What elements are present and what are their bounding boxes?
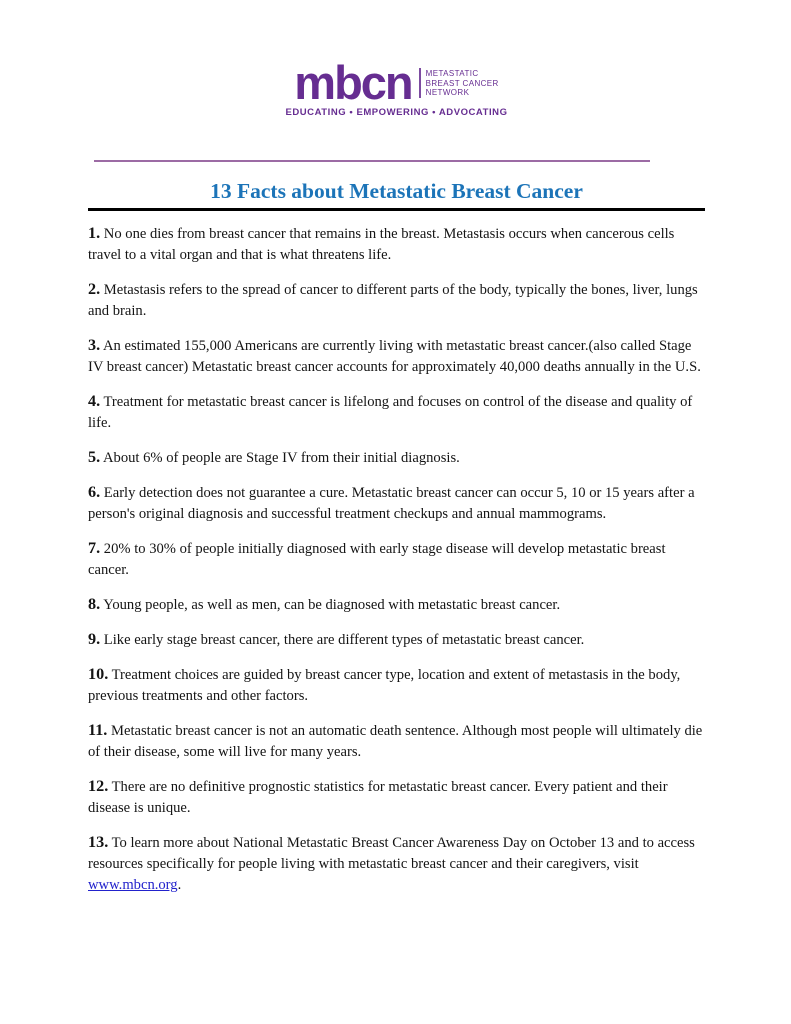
fact-text: Like early stage breast cancer, there are different types of metastatic breast cancer. (103, 632, 585, 648)
fact-item-12 (88, 776, 705, 819)
purple-divider-rule (94, 160, 650, 162)
logo-network-name (426, 69, 499, 98)
fact-text: About 6% of people are Stage IV from their initial diagnosis. (102, 450, 460, 466)
fact-text: An estimated 155,000 Americans are currently living with metastatic breast cancer.(also called Stage IV breast cancer) Metastatic breast cancer accounts for approximately 40,000 deaths annually in the U.S. (88, 338, 701, 375)
fact-item-4 (88, 391, 705, 434)
fact-number: 11. (88, 721, 108, 739)
fact-number: 5. (88, 448, 101, 466)
fact-text: Metastatic breast cancer is not an automatic death sentence. Although most people will ultimately die of their disease, some will live for many years. (88, 723, 703, 760)
fact-number: 8. (88, 595, 101, 613)
fact-number: 7. (88, 539, 101, 557)
fact-item-3 (88, 335, 705, 378)
mbcn-wordmark: mbcn (294, 56, 412, 109)
fact-text: Early detection does not guarantee a cure. Metastatic breast cancer can occur 5, 10 or 15 years after a person's original diagnosis and successful treatment checkups and annual mammograms. (88, 485, 695, 522)
fact-number: 3. (88, 336, 101, 354)
fact-item-5 (88, 447, 705, 469)
fact-number: 10. (88, 665, 109, 683)
fact-item-13 (88, 832, 705, 896)
page-title: 13 Facts about Metastatic Breast Cancer (210, 179, 583, 203)
fact-number: 1. (88, 224, 101, 242)
fact-text: 20% to 30% of people initially diagnosed with early stage disease will develop metastatic breast cancer. (88, 541, 666, 578)
fact-item-11 (88, 720, 705, 763)
logo-network-line: METASTATIC (425, 69, 479, 79)
fact-number: 6. (88, 483, 101, 501)
fact-text: Treatment choices are guided by breast cancer type, location and extent of metastasis in the body, previous treatments and other factors. (88, 667, 681, 704)
fact-text: No one dies from breast cancer that remains in the breast. Metastasis occurs when cancerous cells travel to a vital organ and that is what threatens life. (88, 226, 675, 263)
logo-network-line: BREAST CANCER (425, 78, 499, 88)
fact-number: 4. (88, 392, 101, 410)
facts-list (88, 223, 705, 896)
logo-network-line: NETWORK (425, 88, 470, 98)
fact-item-6 (88, 482, 705, 525)
logo-row (294, 56, 499, 109)
fact-number: 13. (88, 833, 109, 851)
logo-divider-bar (419, 68, 421, 98)
mbcn-logo (88, 56, 705, 118)
fact-item-2 (88, 279, 705, 322)
title-underline-rule (88, 208, 705, 211)
fact-number: 2. (88, 280, 101, 298)
fact-number: 12. (88, 777, 109, 795)
fact-text: Metastasis refers to the spread of cancer to different parts of the body, typically the bones, liver, lungs and brain. (88, 282, 698, 319)
fact-item-1 (88, 223, 705, 266)
fact-number: 9. (88, 630, 101, 648)
fact-item-9 (88, 629, 705, 651)
fact-text: Treatment for metastatic breast cancer is lifelong and focuses on control of the disease and quality of life. (88, 394, 693, 431)
fact-item-10 (88, 664, 705, 707)
mbcn-link[interactable]: www.mbcn.org (88, 877, 178, 893)
fact-item-8 (88, 594, 705, 616)
fact-text: To learn more about National Metastatic Breast Cancer Awareness Day on October 13 and to access resources specifically for people living with metastatic breast cancer and their caregivers, visit (88, 835, 695, 872)
fact-text: There are no definitive prognostic statistics for metastatic breast cancer. Every patient and their disease is unique. (88, 779, 668, 816)
fact-item-7 (88, 538, 705, 581)
fact-text-after-link: . (177, 877, 182, 893)
logo-tagline: EDUCATING • EMPOWERING • ADVOCATING (285, 107, 508, 118)
fact-text: Young people, as well as men, can be diagnosed with metastatic breast cancer. (103, 597, 561, 613)
